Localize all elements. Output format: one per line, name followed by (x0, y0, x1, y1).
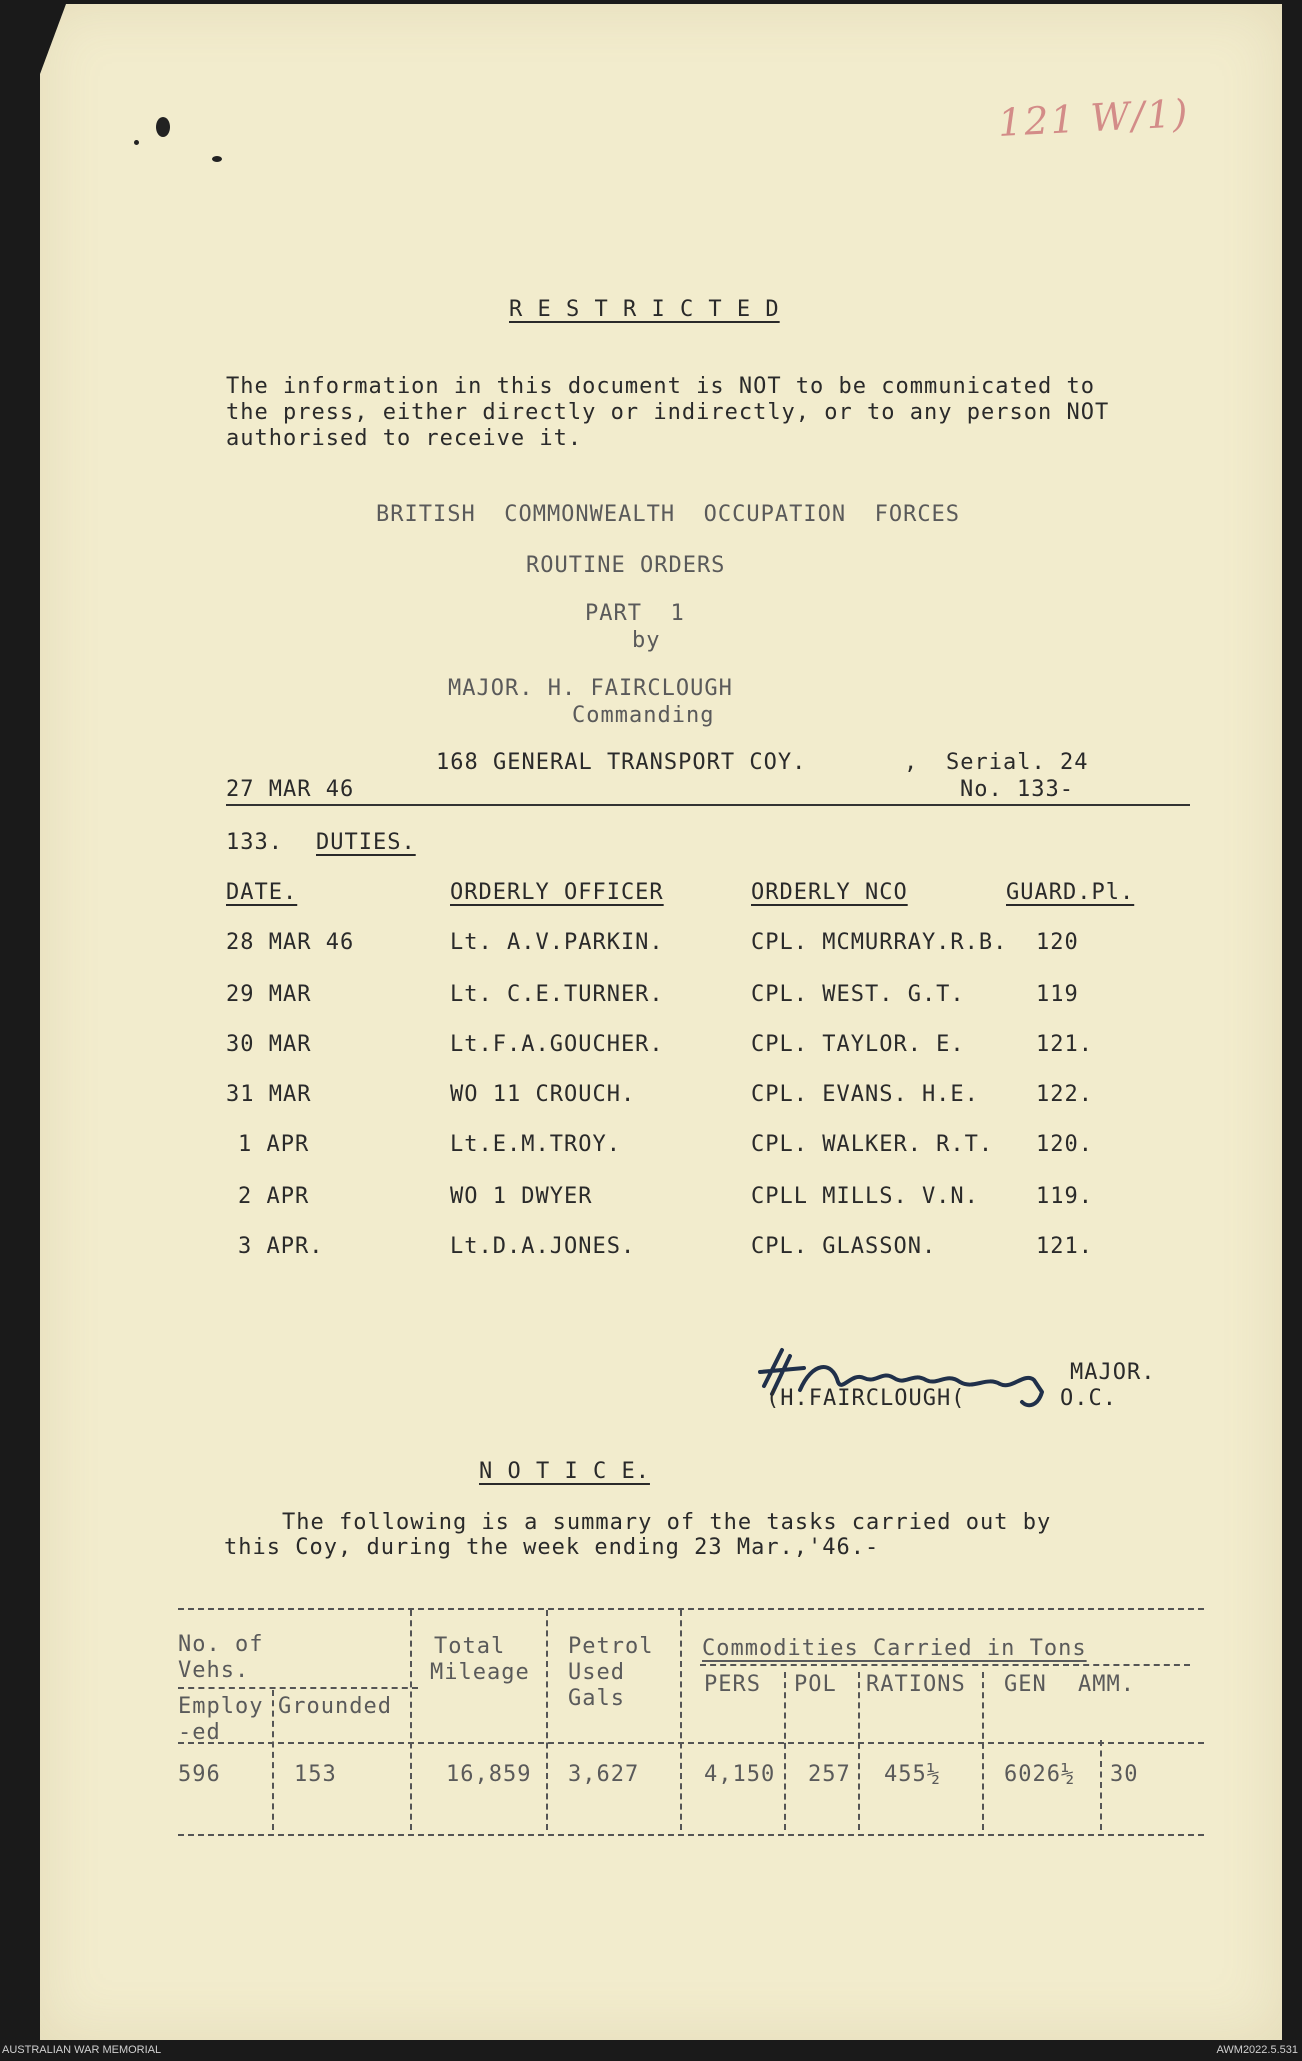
duty-date: 29 MAR (226, 982, 312, 1007)
notice-heading: N O T I C E. (479, 1459, 650, 1484)
footer-accession: AWM2022.5.531 (1216, 2044, 1298, 2056)
vehs-label: Vehs. (178, 1658, 250, 1683)
ink-smudge (156, 117, 170, 137)
unit-name: 168 GENERAL TRANSPORT COY. (436, 750, 807, 775)
table-header-rule (178, 1742, 1204, 1744)
duty-officer: Lt.D.A.JONES. (450, 1234, 636, 1259)
duty-date: 3 APR. (238, 1234, 324, 1259)
duty-nco: CPL. GLASSON. (751, 1234, 937, 1259)
ink-dot (134, 140, 139, 145)
column-divider (1100, 1740, 1102, 1830)
petrol-label: Petrol (568, 1634, 654, 1659)
column-divider (546, 1610, 548, 1830)
duty-officer: Lt.F.A.GOUCHER. (450, 1032, 664, 1057)
column-divider (784, 1672, 786, 1830)
issuing-officer: MAJOR. H. FAIRCLOUGH (448, 676, 733, 701)
value-grounded: 153 (294, 1762, 337, 1787)
column-header-guard: GUARD.Pl. (1006, 880, 1135, 905)
section-heading: DUTIES. (316, 830, 416, 855)
torn-corner (40, 4, 66, 74)
employed-label: Employ (178, 1694, 264, 1719)
sub-label-pol: POL (794, 1672, 837, 1697)
duty-officer: Lt. A.V.PARKIN. (450, 930, 664, 955)
disclaimer-line: authorised to receive it. (226, 426, 583, 451)
duty-officer: Lt. C.E.TURNER. (450, 982, 664, 1007)
serial-number: Serial. 24 (946, 750, 1089, 775)
section-number: 133. (226, 830, 283, 855)
comma-mark: , (904, 750, 919, 775)
value-amm: 30 (1110, 1762, 1139, 1787)
column-header-orderly-officer: ORDERLY OFFICER (450, 880, 664, 905)
duty-officer: WO 11 CROUCH. (450, 1082, 636, 1107)
duty-guard: 119 (1036, 982, 1079, 1007)
notice-text-line: this Coy, during the week ending 23 Mar.,'46.- (224, 1535, 880, 1560)
value-mileage: 16,859 (446, 1762, 532, 1787)
by-label: by (632, 628, 661, 653)
duty-guard: 120. (1036, 1132, 1093, 1157)
value-petrol: 3,627 (568, 1762, 640, 1787)
commodities-underline (700, 1664, 1190, 1666)
duty-nco: CPL. EVANS. H.E. (751, 1082, 979, 1107)
org-heading: BRITISH COMMONWEALTH OCCUPATION FORCES (376, 502, 961, 527)
petrol-label: Used (568, 1660, 625, 1685)
duty-officer: Lt.E.M.TROY. (450, 1132, 621, 1157)
duty-date: 28 MAR 46 (226, 930, 355, 955)
mileage-label: Total (434, 1634, 506, 1659)
column-header-date: DATE. (226, 880, 298, 905)
duty-nco: CPL. MCMURRAY.R.B. (751, 930, 1008, 955)
duty-date: 31 MAR (226, 1082, 312, 1107)
sub-label-rations: RATIONS (866, 1672, 966, 1697)
column-divider (410, 1610, 412, 1830)
duty-date: 30 MAR (226, 1032, 312, 1057)
duty-date: 2 APR (238, 1184, 310, 1209)
commodities-label: Commodities Carried in Tons (702, 1636, 1087, 1661)
vehs-underline (178, 1687, 418, 1689)
duty-date: 1 APR (238, 1132, 310, 1157)
classification-heading: R E S T R I C T E D (509, 297, 780, 322)
value-rations: 455½ (884, 1762, 941, 1787)
duty-nco: CPL. WEST. G.T. (751, 982, 965, 1007)
column-divider (982, 1672, 984, 1830)
duty-guard: 120 (1036, 930, 1079, 955)
duty-nco: CPL. TAYLOR. E. (751, 1032, 965, 1057)
column-divider (272, 1690, 274, 1830)
value-employed: 596 (178, 1762, 221, 1787)
column-header-orderly-nco: ORDERLY NCO (751, 880, 908, 905)
value-pers: 4,150 (704, 1762, 776, 1787)
sub-label-gen: GEN (1004, 1672, 1047, 1697)
value-pol: 257 (808, 1762, 851, 1787)
signatory-rank: MAJOR. (1070, 1360, 1156, 1385)
part-label: PART 1 (585, 601, 685, 626)
signatory-name: (H.FAIRCLOUGH( (766, 1386, 966, 1411)
sub-label-pers: PERS (704, 1672, 761, 1697)
duty-officer: WO 1 DWYER (450, 1184, 593, 1209)
petrol-label: Gals (568, 1686, 625, 1711)
signatory-post: O.C. (1060, 1386, 1117, 1411)
value-gen: 6026½ (1004, 1762, 1076, 1787)
grounded-label: Grounded (278, 1694, 392, 1719)
table-top-rule (178, 1608, 1204, 1610)
mileage-label: Mileage (430, 1660, 530, 1685)
sub-label-amm: AMM. (1078, 1672, 1135, 1697)
ink-dot (212, 156, 222, 162)
order-number: No. 133- (960, 777, 1074, 802)
table-bottom-rule (178, 1834, 1204, 1836)
employed-label: -ed (178, 1720, 221, 1745)
duty-guard: 122. (1036, 1082, 1093, 1107)
duty-guard: 119. (1036, 1184, 1093, 1209)
pencil-annotation: 121 W/1) (996, 91, 1191, 145)
duty-nco: CPL. WALKER. R.T. (751, 1132, 994, 1157)
duty-guard: 121. (1036, 1234, 1093, 1259)
document-title: ROUTINE ORDERS (526, 553, 726, 578)
duty-guard: 121. (1036, 1032, 1093, 1057)
notice-text-line: The following is a summary of the tasks carried out by (282, 1510, 1052, 1535)
vehs-label: No. of (178, 1632, 264, 1657)
duty-nco: CPLL MILLS. V.N. (751, 1184, 979, 1209)
order-date: 27 MAR 46 (226, 777, 355, 802)
disclaimer-line: the press, either directly or indirectly, or to any person NOT (226, 400, 1110, 425)
column-divider (680, 1610, 682, 1830)
column-divider (858, 1672, 860, 1830)
issuing-role: Commanding (572, 703, 715, 728)
footer-credit: AUSTRALIAN WAR MEMORIAL (2, 2044, 162, 2056)
header-divider (226, 804, 1190, 806)
disclaimer-line: The information in this document is NOT to be communicated to (226, 374, 1095, 399)
